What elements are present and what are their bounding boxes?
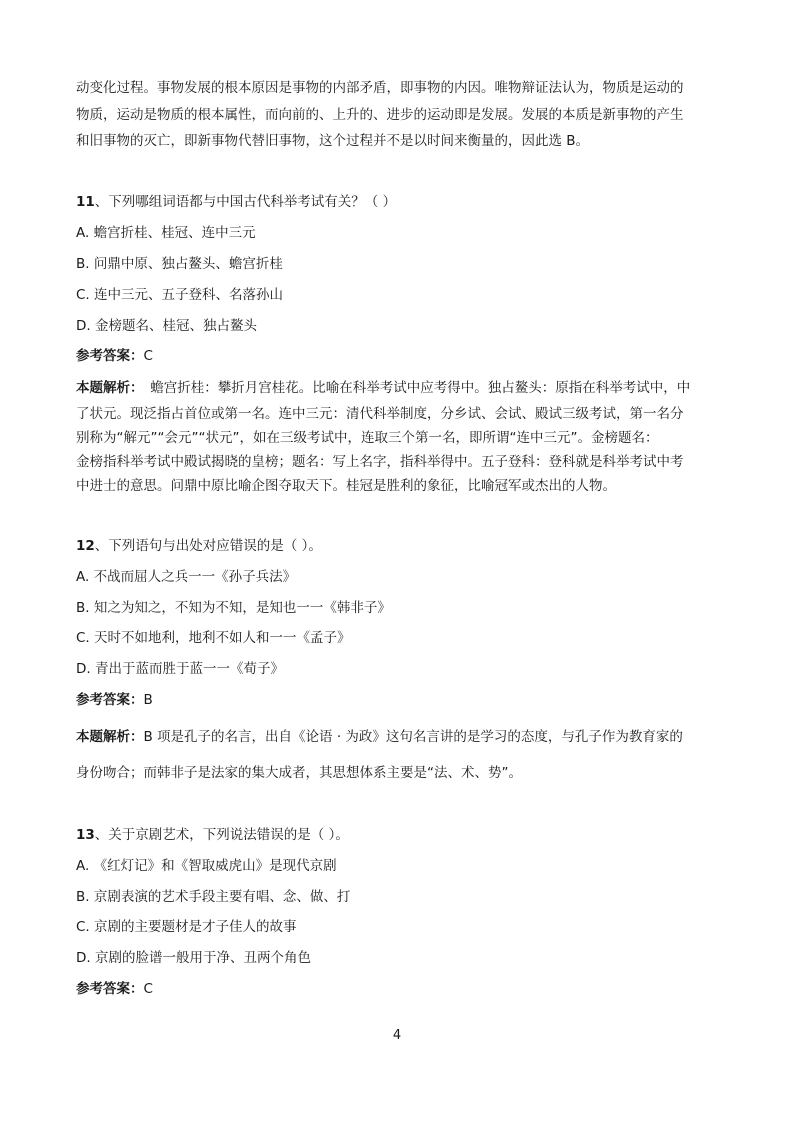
q13-option-a: A. 《红灯记》和《智取威虎山》是现代京剧	[76, 858, 337, 874]
q11-analysis-line-4: 金榜指科举考试中殿试揭晓的皇榜；题名：写上名字，指科举得中。五子登科：登科就是科举考试中考	[76, 454, 684, 470]
analysis-label: 本题解析：	[76, 380, 137, 396]
answer-value: C	[143, 981, 153, 997]
q11-option-c: C. 连中三元、五子登科、名落孙山	[76, 287, 284, 303]
answer-value: B	[143, 692, 153, 708]
q11-option-b: B. 问鼎中原、独占鳌头、蟾宫折桂	[76, 256, 283, 272]
question-13-stem	[76, 825, 726, 845]
answer-label: 参考答案：	[76, 981, 144, 997]
q11-analysis-line-1	[76, 378, 726, 398]
answer-value: C	[143, 348, 153, 364]
intro-line-3: 和旧事物的灭亡，即新事物代替旧事物，这个过程并不是以时间来衡量的，因此选 B。	[76, 133, 590, 149]
answer-label: 参考答案：	[76, 348, 144, 364]
page-number: 4	[392, 1028, 402, 1043]
question-number: 12	[76, 538, 95, 554]
q12-option-a: A. 不战而屈人之兵一一《孙子兵法》	[76, 569, 297, 585]
question-number: 11	[76, 194, 95, 210]
q12-analysis-line-2: 身份吻合；而韩非子是法家的集大成者，其思想体系主要是“法、术、势”。	[76, 765, 522, 781]
answer-label: 参考答案：	[76, 692, 144, 708]
question-stem-text: 、下列语句与出处对应错误的是（ ）。	[94, 538, 322, 554]
question-stem-text: 、下列哪组词语都与中国古代科举考试有关？（ ）	[94, 194, 397, 210]
intro-line-1: 动变化过程。事物发展的根本原因是事物的内部矛盾，即事物的内因。唯物辩证法认为，物质是运动的	[76, 80, 684, 96]
question-number: 13	[76, 827, 95, 843]
q13-option-b: B. 京剧表演的艺术手段主要有唱、念、做、打	[76, 889, 351, 905]
q13-option-c: C. 京剧的主要题材是才子佳人的故事	[76, 919, 297, 935]
question-stem-text: 、关于京剧艺术，下列说法错误的是（ ）。	[94, 827, 349, 843]
q11-analysis-line-5: 中进士的意思。问鼎中原比喻企图夺取天下。桂冠是胜利的象征，比喻冠军或杰出的人物。	[76, 478, 616, 494]
q13-answer	[76, 979, 726, 999]
analysis-label: 本题解析：	[76, 729, 144, 745]
q13-option-d: D. 京剧的脸谱一般用于净、丑两个角色	[76, 950, 311, 966]
q12-option-d: D. 青出于蓝而胜于蓝一一《荀子》	[76, 661, 284, 677]
intro-line-2: 物质，运动是物质的根本属性，而向前的、上升的、进步的运动即是发展。发展的本质是新事物的产生	[76, 107, 684, 123]
q11-option-a: A. 蟾宫折桂、桂冠、连中三元	[76, 225, 256, 241]
question-12-stem	[76, 536, 726, 556]
q12-answer	[76, 690, 726, 710]
q11-option-d: D. 金榜题名、桂冠、独占鳌头	[76, 318, 257, 334]
analysis-text: B 项是孔子的名言，出自《论语 · 为政》这句名言讲的是学习的态度，与孔子作为教育家的	[143, 729, 683, 745]
question-11-stem	[76, 192, 726, 212]
q11-answer	[76, 346, 726, 366]
q12-analysis-line-1	[76, 727, 726, 747]
q12-option-c: C. 天时不如地利，地利不如人和一一《孟子》	[76, 630, 351, 646]
q11-analysis-line-3: 别称为“解元”“会元”“状元”，如在三级考试中，连取三个第一名，即所谓“连中三元”。金榜题名：	[76, 430, 659, 446]
q11-analysis-line-2: 了状元。现泛指占首位或第一名。连中三元：清代科举制度，分乡试、会试、殿试三级考试，第一名分	[76, 406, 684, 422]
analysis-text: 蟾宫折桂：攀折月宫桂花。比喻在科举考试中应考得中。独占鳌头：原指在科举考试中，中	[136, 380, 691, 396]
q12-option-b: B. 知之为知之，不知为不知，是知也一一《韩非子》	[76, 600, 391, 616]
